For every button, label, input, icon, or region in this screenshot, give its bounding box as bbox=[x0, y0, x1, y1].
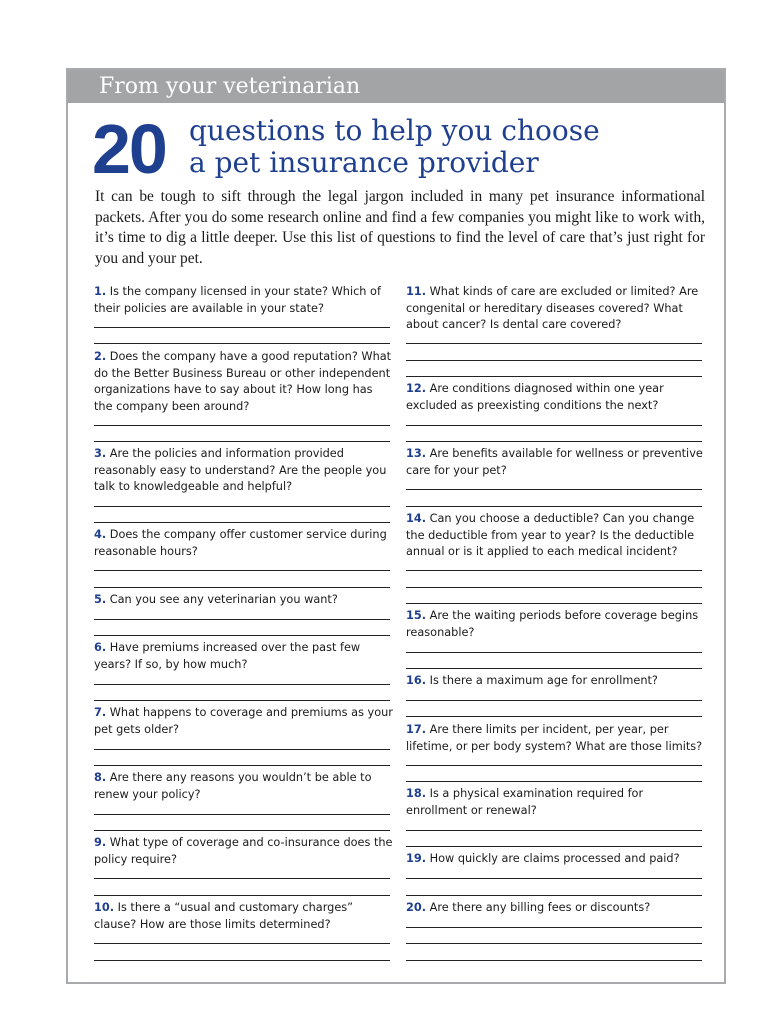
answer-line[interactable] bbox=[406, 570, 702, 571]
question-number: 2. bbox=[94, 350, 107, 363]
answer-line[interactable] bbox=[406, 895, 702, 896]
question-text: Does the company offer customer service during reasonable hours? bbox=[94, 528, 387, 558]
question-12 bbox=[406, 381, 706, 414]
question-13 bbox=[406, 446, 706, 479]
question-number: 15. bbox=[406, 609, 427, 622]
header-bar bbox=[68, 70, 724, 103]
question-number: 9. bbox=[94, 836, 107, 849]
answer-line[interactable] bbox=[94, 522, 390, 523]
answer-line[interactable] bbox=[406, 343, 702, 344]
question-text: Are there limits per incident, per year, per lifetime, or per body system? What are those limits? bbox=[406, 723, 703, 753]
question-8 bbox=[94, 770, 394, 803]
answer-line[interactable] bbox=[406, 878, 702, 879]
question-10 bbox=[94, 900, 394, 933]
answer-line[interactable] bbox=[94, 327, 390, 328]
answer-line[interactable] bbox=[94, 587, 390, 588]
question-text: Is a physical examination required for enrollment or renewal? bbox=[406, 787, 644, 817]
headline-line-2: a pet insurance provider bbox=[189, 146, 539, 179]
answer-line[interactable] bbox=[406, 943, 702, 944]
question-text: Does the company have a good reputation? What do the Better Business Bureau or other independent organizations have to say about it? How long has the company been around? bbox=[94, 350, 392, 413]
question-number: 17. bbox=[406, 723, 427, 736]
question-15 bbox=[406, 608, 706, 641]
answer-line[interactable] bbox=[406, 927, 702, 928]
question-number: 13. bbox=[406, 447, 427, 460]
answer-line[interactable] bbox=[406, 360, 702, 361]
question-text: How quickly are claims processed and paid? bbox=[429, 852, 680, 865]
answer-line[interactable] bbox=[94, 684, 390, 685]
answer-line[interactable] bbox=[94, 878, 390, 879]
answer-line[interactable] bbox=[406, 587, 702, 588]
question-text: Are benefits available for wellness or preventive care for your pet? bbox=[406, 447, 703, 477]
intro-paragraph: It can be tough to sift through the legal jargon included in many pet insurance informational packets. After you do some research online and find a few companies you might like to work with, it’s time to dig a little deeper. Use this list of questions to find the level of care that’s just right for you and your pet. bbox=[95, 188, 705, 267]
question-number: 7. bbox=[94, 706, 107, 719]
answer-line[interactable] bbox=[94, 943, 390, 944]
question-number: 16. bbox=[406, 674, 427, 687]
question-number: 6. bbox=[94, 641, 107, 654]
answer-line[interactable] bbox=[94, 506, 390, 507]
question-text: Is the company licensed in your state? Which of their policies are available in your state? bbox=[94, 285, 381, 315]
answer-line[interactable] bbox=[94, 343, 390, 344]
question-11 bbox=[406, 284, 706, 334]
question-14 bbox=[406, 511, 706, 561]
question-text: What kinds of care are excluded or limited? Are congenital or hereditary diseases covered? What about cancer? Is dental care covered? bbox=[406, 285, 699, 331]
question-19 bbox=[406, 851, 706, 868]
answer-line[interactable] bbox=[406, 376, 702, 377]
question-17 bbox=[406, 722, 706, 755]
question-number: 1. bbox=[94, 285, 107, 298]
question-3 bbox=[94, 446, 394, 496]
question-text: Are the policies and information provided reasonably easy to understand? Are the people you talk to knowledgeable and helpful? bbox=[94, 447, 387, 493]
question-20 bbox=[406, 900, 706, 917]
answer-line[interactable] bbox=[406, 506, 702, 507]
answer-line[interactable] bbox=[94, 441, 390, 442]
question-4 bbox=[94, 527, 394, 560]
question-number: 11. bbox=[406, 285, 427, 298]
answer-line[interactable] bbox=[406, 700, 702, 701]
question-6 bbox=[94, 640, 394, 673]
question-16 bbox=[406, 673, 706, 690]
answer-line[interactable] bbox=[406, 652, 702, 653]
question-number: 4. bbox=[94, 528, 107, 541]
answer-line[interactable] bbox=[94, 814, 390, 815]
question-2 bbox=[94, 349, 394, 415]
question-text: Are there any reasons you wouldn’t be able to renew your policy? bbox=[94, 771, 372, 801]
answer-line[interactable] bbox=[406, 489, 702, 490]
answer-line[interactable] bbox=[406, 668, 702, 669]
headline-number: 20 bbox=[92, 110, 166, 188]
worksheet-frame bbox=[66, 68, 726, 984]
answer-line[interactable] bbox=[406, 846, 702, 847]
question-18 bbox=[406, 786, 706, 819]
answer-line[interactable] bbox=[94, 570, 390, 571]
question-number: 14. bbox=[406, 512, 427, 525]
question-9 bbox=[94, 835, 394, 868]
question-text: Are conditions diagnosed within one year excluded as preexisting conditions the next? bbox=[406, 382, 664, 412]
answer-line[interactable] bbox=[94, 619, 390, 620]
question-text: Are there any billing fees or discounts? bbox=[429, 901, 651, 914]
answer-line[interactable] bbox=[94, 830, 390, 831]
answer-line[interactable] bbox=[94, 895, 390, 896]
question-number: 18. bbox=[406, 787, 427, 800]
question-text: What happens to coverage and premiums as your pet gets older? bbox=[94, 706, 393, 736]
question-number: 19. bbox=[406, 852, 427, 865]
question-text: Can you see any veterinarian you want? bbox=[109, 593, 338, 606]
answer-line[interactable] bbox=[406, 441, 702, 442]
question-1 bbox=[94, 284, 394, 317]
question-text: Can you choose a deductible? Can you change the deductible from year to year? Is the deductible annual or is it applied to each medical incident? bbox=[406, 512, 695, 558]
answer-line[interactable] bbox=[406, 765, 702, 766]
answer-line[interactable] bbox=[406, 603, 702, 604]
question-text: Is there a “usual and customary charges” clause? How are those limits determined? bbox=[94, 901, 354, 931]
question-number: 3. bbox=[94, 447, 107, 460]
answer-line[interactable] bbox=[94, 749, 390, 750]
headline-line-1: questions to help you choose bbox=[189, 114, 600, 147]
question-text: Have premiums increased over the past few years? If so, by how much? bbox=[94, 641, 361, 671]
answer-line[interactable] bbox=[94, 425, 390, 426]
header-title: From your veterinarian bbox=[99, 74, 361, 99]
question-text: What type of coverage and co-insurance does the policy require? bbox=[94, 836, 393, 866]
question-number: 10. bbox=[94, 901, 115, 914]
question-number: 8. bbox=[94, 771, 107, 784]
answer-line[interactable] bbox=[94, 765, 390, 766]
answer-line[interactable] bbox=[406, 830, 702, 831]
answer-line[interactable] bbox=[94, 960, 390, 961]
question-text: Is there a maximum age for enrollment? bbox=[429, 674, 658, 687]
answer-line[interactable] bbox=[406, 425, 702, 426]
question-text: Are the waiting periods before coverage begins reasonable? bbox=[406, 609, 699, 639]
answer-line[interactable] bbox=[406, 960, 702, 961]
question-number: 12. bbox=[406, 382, 427, 395]
question-number: 5. bbox=[94, 593, 107, 606]
answer-line[interactable] bbox=[406, 781, 702, 782]
answer-line[interactable] bbox=[94, 700, 390, 701]
answer-line[interactable] bbox=[94, 635, 390, 636]
question-number: 20. bbox=[406, 901, 427, 914]
question-7 bbox=[94, 705, 394, 738]
answer-line[interactable] bbox=[406, 716, 702, 717]
question-5 bbox=[94, 592, 394, 609]
